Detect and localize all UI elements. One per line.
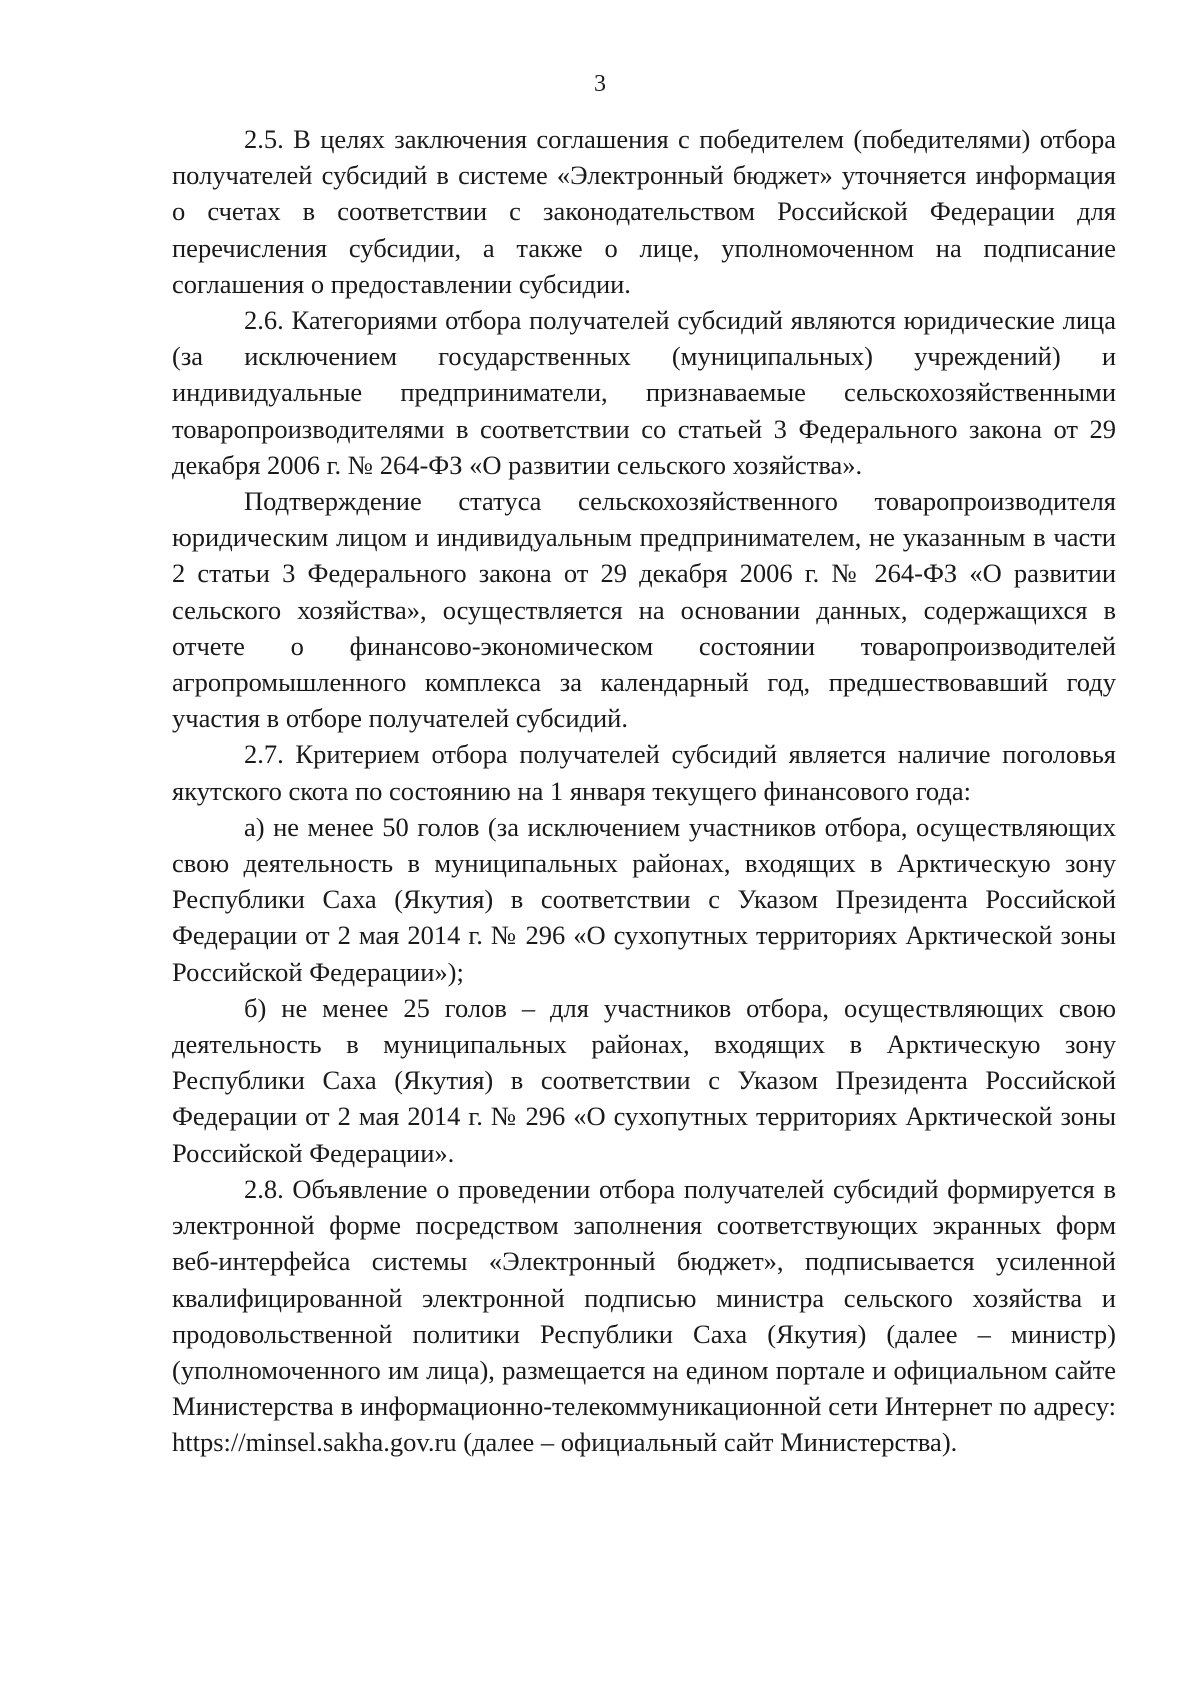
paragraph-2-7-a: а) не менее 50 голов (за исключением участников отбора, осуществляющих свою деятельность в муниципальных районах, входящих в Арктическую зону Республики Саха (Якутия) в соответствии с Указом Президента Российской Федерации от 2 мая 2014 г. № 296 «О сухопутных территориях Арктической зоны Российской Федерации»); — [172, 811, 1116, 987]
paragraph-2-6: 2.6. Категориями отбора получателей субсидий являются юридические лица (за исключением государственных (муниципальных) учреждений) и индивидуальные предприниматели, признаваемые сельскохозяйственными товаропроизводителями в соответствии со статьей 3 Федерального закона от 29 декабря 2006 г. № 264-ФЗ «О развитии сельского хозяйства». — [172, 305, 1116, 480]
paragraph-2-5: 2.5. В целях заключения соглашения с победителем (победителями) отбора получателей субсидий в системе «Электронный бюджет» уточняется информация о счетах в соответствии с законодательством Российской Федерации для перечисления субсидии, а также о лице, уполномоченном на подписание соглашения о предоставлении субсидии. — [172, 124, 1116, 299]
paragraph-status-confirmation: Подтверждение статуса сельскохозяйственного товаропроизводителя юридическим лицом и индивидуальным предпринимателем, не указанным в части 2 статьи 3 Федерального закона от 29 декабря 2006 г. № 264-ФЗ «О развитии сельского хозяйства», осуществляется на основании данных, содержащихся в отчете о финансово-экономическом состоянии товаропроизводителей агропромышленного комплекса за календарный год, предшествовавший году участия в отборе получателей субсидий. — [172, 486, 1116, 734]
paragraph-2-8-text: 2.8. Объявление о проведении отбора получателей субсидий формируется в электронной форме посредством заполнения соответствующих экранных форм веб-интерфейса системы «Электронный бюджет», подписывается усиленной квалифицированной электронной подписью министра сельского хозяйства и продовольственной политики Республики Саха (Якутия) (далее – министр) (уполномоченного им лица), размещается на едином портале и официальном сайте Министерства в информационно-телекоммуникационной сети Интернет по адресу: — [172, 1173, 1116, 1422]
paragraph-2-8 — [172, 1171, 1116, 1461]
document-body — [172, 121, 1116, 1461]
paragraph-2-7: 2.7. Критерием отбора получателей субсидий является наличие поголовья якутского скота по состоянию на 1 января текущего финансового года: — [172, 739, 1116, 806]
paragraph-2-8-tail: (далее – официальный сайт Министерства). — [456, 1427, 958, 1458]
page-number: 3 — [594, 71, 606, 97]
paragraph-2-7-b: б) не менее 25 голов – для участников отбора, осуществляющих свою деятельность в муниципальных районах, входящих в Арктическую зону Республики Саха (Якутия) в соответствии с Указом Президента Российской Федерации от 2 мая 2014 г. № 296 «О сухопутных территориях Арктической зоны Российской Федерации». — [172, 992, 1116, 1168]
ministry-website-url: https://minsel.sakha.gov.ru — [172, 1427, 457, 1458]
